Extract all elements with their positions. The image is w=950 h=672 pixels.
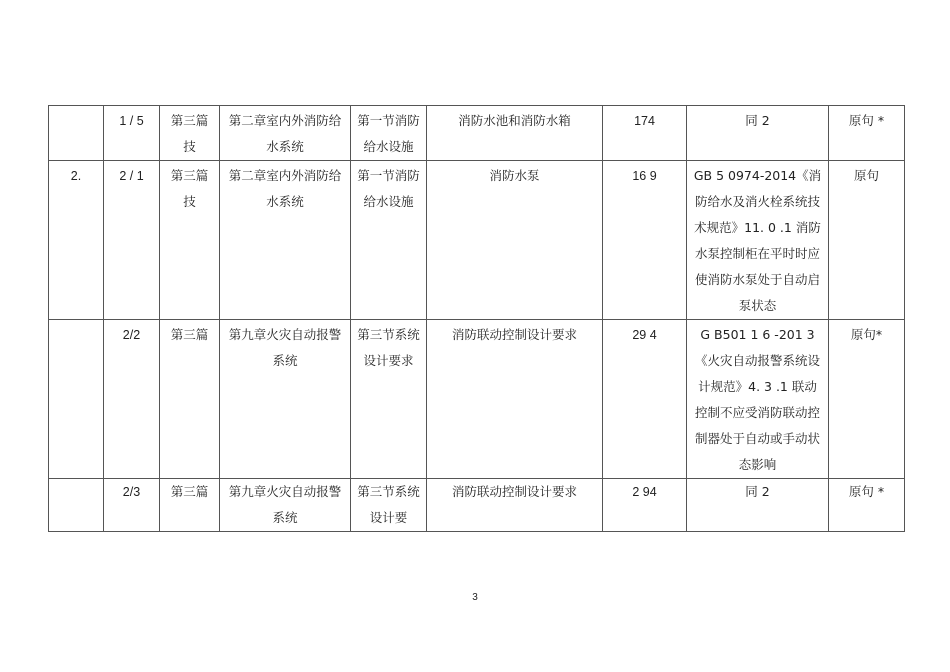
- item-code: 2/2: [104, 320, 160, 479]
- topic-cell: 消防水泵: [427, 161, 603, 320]
- section-cell: 第三节系统设计要: [351, 479, 427, 532]
- outline-table: [48, 105, 905, 532]
- reference-cell: 同 2: [687, 479, 829, 532]
- item-code: 1 / 5: [104, 106, 160, 161]
- section-cell: 第一节消防给水设施: [351, 161, 427, 320]
- type-cell: 原句 *: [829, 479, 905, 532]
- table-row: [49, 479, 905, 532]
- row-number: [49, 479, 104, 532]
- part-cell: 第三篇技: [160, 161, 220, 320]
- table-row: [49, 161, 905, 320]
- item-code: 2 / 1: [104, 161, 160, 320]
- page-cell: 16 9: [603, 161, 687, 320]
- item-code: 2/3: [104, 479, 160, 532]
- table-row: [49, 106, 905, 161]
- page-cell: 174: [603, 106, 687, 161]
- table-row: [49, 320, 905, 479]
- topic-cell: 消防联动控制设计要求: [427, 479, 603, 532]
- chapter-cell: 第二章室内外消防给水系统: [220, 106, 351, 161]
- topic-cell: 消防联动控制设计要求: [427, 320, 603, 479]
- row-number: 2.: [49, 161, 104, 320]
- page-number: 3: [472, 592, 478, 603]
- chapter-cell: 第九章火灾自动报警系统: [220, 479, 351, 532]
- part-cell: 第三篇: [160, 320, 220, 479]
- section-cell: 第三节系统设计要求: [351, 320, 427, 479]
- reference-cell: GB 5 0974-2014《消防给水及消火栓系统技术规范》11. 0 .1 消防水泵控制柜在平时时应使消防水泵处于自动启泵状态: [687, 161, 829, 320]
- type-cell: 原句 *: [829, 106, 905, 161]
- part-cell: 第三篇技: [160, 106, 220, 161]
- reference-cell: G B501 1 6 -201 3《火灾自动报警系统设计规范》4. 3 .1 联动控制不应受消防联动控制器处于自动或手动状态影响: [687, 320, 829, 479]
- page-cell: 2 94: [603, 479, 687, 532]
- row-number: [49, 320, 104, 479]
- page-cell: 29 4: [603, 320, 687, 479]
- part-cell: 第三篇: [160, 479, 220, 532]
- topic-cell: 消防水池和消防水箱: [427, 106, 603, 161]
- row-number: [49, 106, 104, 161]
- reference-cell: 同 2: [687, 106, 829, 161]
- type-cell: 原句: [829, 161, 905, 320]
- type-cell: 原句*: [829, 320, 905, 479]
- chapter-cell: 第二章室内外消防给水系统: [220, 161, 351, 320]
- chapter-cell: 第九章火灾自动报警系统: [220, 320, 351, 479]
- section-cell: 第一节消防给水设施: [351, 106, 427, 161]
